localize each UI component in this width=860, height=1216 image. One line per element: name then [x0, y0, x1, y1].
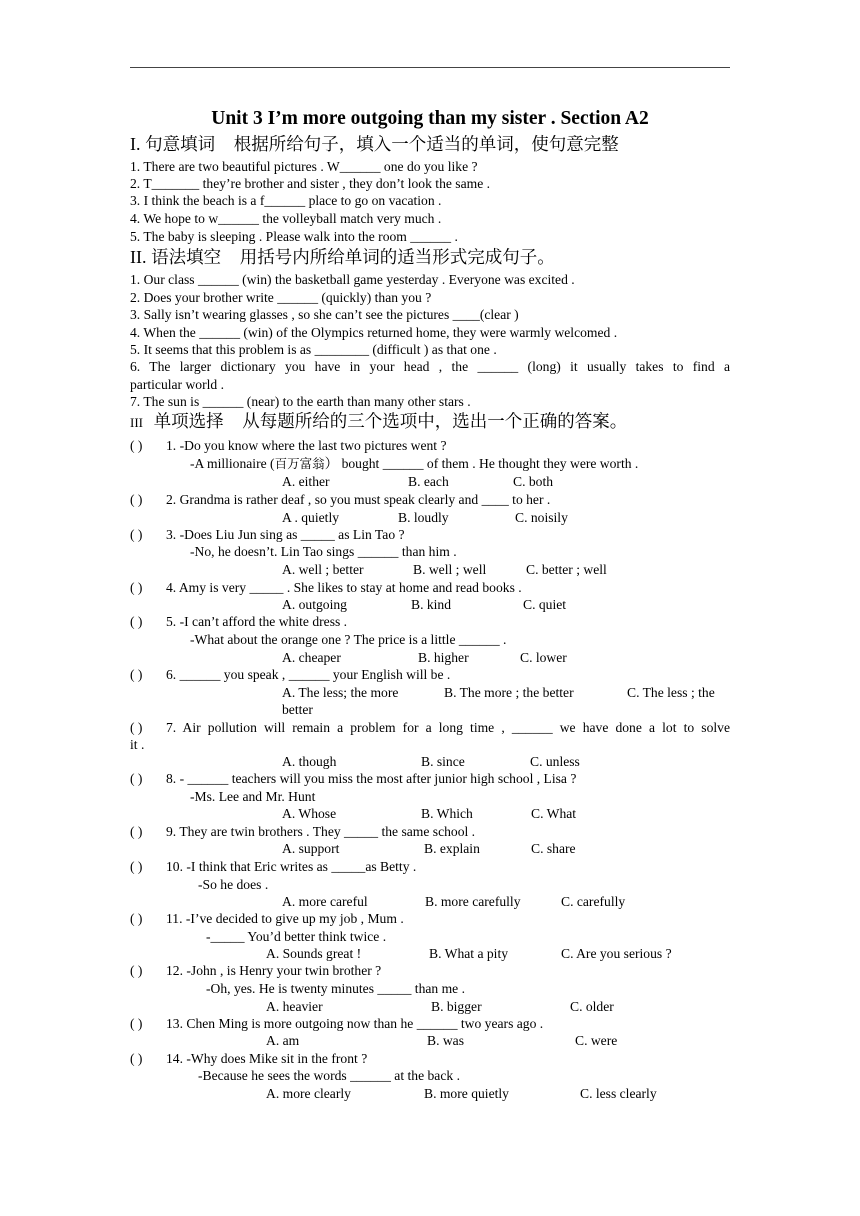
question-11-reply: -_____ You’d better think twice .: [206, 929, 387, 944]
answer-blank[interactable]: ( ): [130, 580, 143, 595]
q10-option-a[interactable]: A. more careful: [282, 894, 368, 909]
question-14-reply: -Because he sees the words ______ at the back .: [198, 1068, 460, 1083]
question-12-reply: -Oh, yes. He is twenty minutes _____ than me .: [206, 981, 465, 996]
q11-option-c[interactable]: C. Are you serious ?: [561, 946, 672, 961]
section-3-title: 单项选择: [153, 412, 224, 432]
s2-item-1: 1. Our class ______ (win) the basketball game yesterday . Everyone was excited .: [130, 272, 575, 287]
answer-blank[interactable]: ( ): [130, 859, 143, 874]
section-2-instruction: 用括号内所给单词的适当形式完成句子。: [239, 248, 555, 268]
question-11: 11. -I’ve decided to give up my job , Mum .: [166, 911, 404, 926]
q2-option-b[interactable]: B. loudly: [398, 510, 449, 525]
q1-option-c[interactable]: C. both: [513, 474, 554, 489]
question-1: 1. -Do you know where the last two pictures went ?: [166, 438, 447, 453]
answer-blank[interactable]: ( ): [130, 438, 143, 453]
section-1-heading: [130, 133, 730, 156]
q14-option-c[interactable]: C. less clearly: [580, 1086, 657, 1101]
q8-option-b[interactable]: B. Which: [421, 806, 473, 821]
answer-blank[interactable]: ( ): [130, 720, 143, 735]
section-3-instruction: 从每题所给的三个选项中，选出一个正确的答案。: [242, 412, 628, 432]
q2-option-c[interactable]: C. noisily: [515, 510, 568, 525]
header-rule: [130, 67, 730, 68]
answer-blank[interactable]: ( ): [130, 667, 143, 682]
s2-item-5: 5. It seems that this problem is as ________ (difficult ) as that one .: [130, 342, 497, 357]
q6-option-c-wrap: better: [282, 702, 313, 717]
section-1-instruction: 根据所给句子，填入一个适当的单词，使句意完整: [233, 135, 619, 155]
q12-option-c[interactable]: C. older: [570, 999, 614, 1014]
q7-option-a[interactable]: A. though: [282, 754, 337, 769]
question-3: 3. -Does Liu Jun sing as _____ as Lin Tao ?: [166, 527, 405, 542]
q10-option-c[interactable]: C. carefully: [561, 894, 626, 909]
question-10-reply: -So he does .: [198, 877, 269, 892]
q7-option-c[interactable]: C. unless: [530, 754, 580, 769]
s1-item-1: 1. There are two beautiful pictures . W______ one do you like ?: [130, 159, 478, 174]
q5-option-b[interactable]: B. higher: [418, 650, 469, 665]
q14-option-b[interactable]: B. more quietly: [424, 1086, 509, 1101]
section-2-title: 语法填空: [151, 248, 222, 268]
section-2-number: II.: [130, 247, 147, 267]
question-2: 2. Grandma is rather deaf , so you must speak clearly and ____ to her .: [166, 492, 551, 507]
millionaire-gloss: 百万富翁: [274, 456, 325, 471]
question-4: 4. Amy is very _____ . She likes to stay at home and read books .: [166, 580, 522, 595]
q14-option-a[interactable]: A. more clearly: [266, 1086, 351, 1101]
worksheet-title: Unit 3 I’m more outgoing than my sister . Section A2: [211, 108, 649, 129]
q13-option-a[interactable]: A. am: [266, 1033, 300, 1048]
s2-item-7: 7. The sun is ______ (near) to the earth than many other stars .: [130, 394, 471, 409]
q12-option-b[interactable]: B. bigger: [431, 999, 482, 1014]
q8-option-c[interactable]: C. What: [531, 806, 577, 821]
answer-blank[interactable]: ( ): [130, 527, 143, 542]
q10-option-b[interactable]: B. more carefully: [425, 894, 521, 909]
section-2-heading: [130, 246, 730, 269]
answer-blank[interactable]: ( ): [130, 911, 143, 926]
s1-item-5: 5. The baby is sleeping . Please walk into the room ______ .: [130, 229, 458, 244]
answer-blank[interactable]: ( ): [130, 963, 143, 978]
q6-option-b[interactable]: B. The more ; the better: [444, 685, 574, 700]
question-13: 13. Chen Ming is more outgoing now than he ______ two years ago .: [166, 1016, 544, 1031]
s2-item-6-wrap: particular world .: [130, 377, 224, 392]
s2-item-4: 4. When the ______ (win) of the Olympics returned home, they were warmly welcomed .: [130, 325, 618, 340]
question-14: 14. -Why does Mike sit in the front ?: [166, 1051, 368, 1066]
s1-item-2: 2. T_______ they’re brother and sister , they don’t look the same .: [130, 176, 491, 191]
q9-option-c[interactable]: C. share: [531, 841, 576, 856]
question-7: 7. Air pollution will remain a problem for a long time , ______ we have done a lot to solve: [166, 720, 730, 735]
question-1-reply: -A millionaire (百万富翁） bought ______ of them . He thought they were worth .: [190, 456, 639, 471]
answer-blank[interactable]: ( ): [130, 492, 143, 507]
answer-blank[interactable]: ( ): [130, 771, 143, 786]
q3-option-c[interactable]: C. better ; well: [526, 562, 607, 577]
q13-option-b[interactable]: B. was: [427, 1033, 465, 1048]
question-8-reply: -Ms. Lee and Mr. Hunt: [190, 789, 316, 804]
q9-option-a[interactable]: A. support: [282, 841, 340, 856]
answer-blank[interactable]: ( ): [130, 1016, 143, 1031]
s2-item-6: 6. The larger dictionary you have in your head , the ______ (long) it usually takes to find a: [130, 359, 730, 374]
q5-option-c[interactable]: C. lower: [520, 650, 567, 665]
s1-item-3: 3. I think the beach is a f______ place to go on vacation .: [130, 193, 442, 208]
q3-option-b[interactable]: B. well ; well: [413, 562, 487, 577]
q11-option-b[interactable]: B. What a pity: [429, 946, 509, 961]
q5-option-a[interactable]: A. cheaper: [282, 650, 341, 665]
s1-item-4: 4. We hope to w______ the volleyball match very much .: [130, 211, 442, 226]
section-3-number: III: [130, 415, 143, 430]
q4-option-a[interactable]: A. outgoing: [282, 597, 347, 612]
q6-option-c[interactable]: C. The less ; the: [627, 685, 715, 700]
q3-option-a[interactable]: A. well ; better: [282, 562, 364, 577]
s2-item-3: 3. Sally isn’t wearing glasses , so she can’t see the pictures ____(clear ): [130, 307, 519, 322]
q4-option-b[interactable]: B. kind: [411, 597, 452, 612]
s2-item-2: 2. Does your brother write ______ (quickly) than you ?: [130, 290, 432, 305]
question-9: 9. They are twin brothers . They _____ the same school .: [166, 824, 476, 839]
section-1-title: 句意填词: [145, 135, 216, 155]
section-3-heading: [130, 411, 730, 434]
q13-option-c[interactable]: C. were: [575, 1033, 618, 1048]
question-5-reply: -What about the orange one ? The price is a little ______ .: [190, 632, 507, 647]
answer-blank[interactable]: ( ): [130, 824, 143, 839]
question-7-wrap: it .: [130, 737, 145, 752]
q7-option-b[interactable]: B. since: [421, 754, 465, 769]
question-5: 5. -I can’t afford the white dress .: [166, 614, 348, 629]
q6-option-a[interactable]: A. The less; the more: [282, 685, 399, 700]
answer-blank[interactable]: ( ): [130, 1051, 143, 1066]
question-10: 10. -I think that Eric writes as _____as Betty .: [166, 859, 417, 874]
section-1-number: I.: [130, 134, 141, 154]
q8-option-a[interactable]: A. Whose: [282, 806, 337, 821]
question-3-reply: -No, he doesn’t. Lin Tao sings ______ than him .: [190, 544, 457, 559]
q12-option-a[interactable]: A. heavier: [266, 999, 323, 1014]
q4-option-c[interactable]: C. quiet: [523, 597, 567, 612]
question-8: 8. - ______ teachers will you miss the most after junior high school , Lisa ?: [166, 771, 577, 786]
q11-option-a[interactable]: A. Sounds great !: [266, 946, 362, 961]
answer-blank[interactable]: ( ): [130, 614, 143, 629]
question-6: 6. ______ you speak , ______ your English will be .: [166, 667, 451, 682]
q1-option-a[interactable]: A. either: [282, 474, 330, 489]
q9-option-b[interactable]: B. explain: [424, 841, 480, 856]
q1-option-b[interactable]: B. each: [408, 474, 449, 489]
question-12: 12. -John , is Henry your twin brother ?: [166, 963, 382, 978]
q2-option-a[interactable]: A . quietly: [282, 510, 340, 525]
